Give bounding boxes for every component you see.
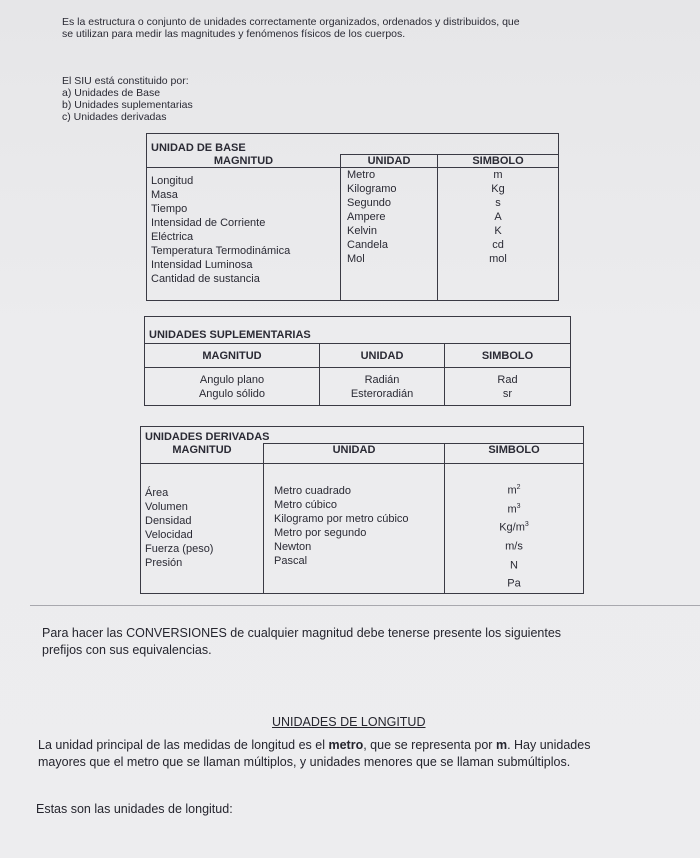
- deriv-magnitud: Presión: [145, 557, 183, 569]
- base-unidad: Ampere: [347, 211, 386, 223]
- base-units-table: [146, 133, 559, 301]
- base-simbolo: mol: [489, 253, 507, 265]
- base-magnitud: Cantidad de sustancia: [151, 273, 260, 285]
- base-simbolo: K: [494, 225, 502, 237]
- supl-simbolos-cell: [445, 368, 571, 406]
- deriv-unidades-cell: [264, 464, 445, 594]
- base-magnitud: Intensidad de Corriente: [151, 217, 266, 229]
- intro-line-2: se utilizan para medir las magnitudes y fenómenos físicos de los cuerpos.: [62, 28, 406, 40]
- conversion-line-1: Para hacer las CONVERSIONES de cualquier magnitud debe tenerse presente los siguientes: [42, 626, 562, 640]
- supl-simbolo: sr: [502, 387, 513, 400]
- base-magnitud: Temperatura Termodinámica: [151, 245, 291, 257]
- base-magnitud: Tiempo: [151, 203, 188, 215]
- supl-unidad: Esteroradián: [350, 387, 414, 400]
- base-magnitud: Eléctrica: [151, 231, 194, 243]
- supl-simbolo: Rad: [497, 373, 518, 386]
- longitud-line-2: mayores que el metro que se llaman múltiplos, y unidades menores que se llaman submúltiplos.: [38, 755, 571, 769]
- deriv-magnitud: Fuerza (peso): [145, 543, 214, 555]
- base-magnitud: Longitud: [151, 175, 194, 187]
- supl-header-magnitud: MAGNITUD: [145, 344, 320, 368]
- deriv-header-simbolo: SIMBOLO: [445, 444, 584, 464]
- base-unidad: Candela: [347, 239, 388, 251]
- longitud-paragraph: [38, 737, 698, 771]
- supl-unidad: Radián: [364, 373, 400, 386]
- base-simbolo: m: [493, 169, 503, 181]
- deriv-table-title: UNIDADES DERIVADAS: [141, 427, 584, 444]
- siu-lead: El SIU está constituido por:: [62, 75, 189, 87]
- base-simbolo: s: [495, 197, 501, 209]
- base-simbolos-cell: [438, 168, 559, 301]
- intro-line-1: Es la estructura o conjunto de unidades correctamente organizados, ordenados y distribuidos, que: [62, 16, 520, 28]
- base-magnitudes-cell: [147, 168, 341, 301]
- deriv-simbolo: $m^2$: [507, 484, 521, 497]
- deriv-unidad: Metro por segundo: [274, 527, 367, 539]
- base-simbolo: cd: [492, 239, 504, 251]
- siu-item-a: a) Unidades de Base: [62, 87, 161, 99]
- deriv-unidad: Kilogramo por metro cúbico: [274, 513, 409, 525]
- base-simbolo: A: [494, 211, 502, 223]
- deriv-magnitud: Área: [145, 487, 169, 499]
- base-unidad: Kelvin: [347, 225, 377, 237]
- siu-list: [62, 75, 193, 123]
- deriv-simbolo: $Kg/m^3$: [499, 521, 529, 534]
- base-unidad: Mol: [347, 253, 365, 265]
- deriv-simbolo: Pa: [507, 577, 521, 590]
- longitud-closing: Estas son las unidades de longitud:: [36, 802, 233, 816]
- deriv-simbolo: m/s: [505, 540, 523, 553]
- supl-magnitud: Angulo plano: [199, 373, 265, 386]
- supl-table-title: UNIDADES SUPLEMENTARIAS: [145, 317, 571, 344]
- deriv-simbolo: $m^3$: [507, 502, 521, 516]
- base-unidad: Metro: [347, 169, 376, 181]
- siu-item-c: c) Unidades derivadas: [62, 111, 167, 123]
- supl-magnitudes-cell: [145, 368, 320, 406]
- intro-paragraph: [62, 16, 642, 40]
- page-divider: [30, 605, 700, 606]
- base-unidades-cell: [341, 168, 438, 301]
- base-simbolo: Kg: [491, 183, 505, 195]
- base-table-title: UNIDAD DE BASE: [147, 134, 559, 155]
- base-header-simbolo: SIMBOLO: [438, 155, 559, 168]
- siu-item-b: b) Unidades suplementarias: [62, 99, 193, 111]
- base-magnitud: Masa: [151, 189, 178, 201]
- deriv-header-magnitud: MAGNITUD: [141, 444, 264, 464]
- base-magnitud: Intensidad Luminosa: [151, 259, 253, 271]
- base-unidad: Kilogramo: [347, 183, 397, 195]
- longitud-heading: UNIDADES DE LONGITUD: [272, 715, 426, 729]
- deriv-unidad: Newton: [274, 541, 312, 553]
- supl-header-simbolo: SIMBOLO: [445, 344, 571, 368]
- longitud-line-1: La unidad principal de las medidas de longitud es el metro, que se representa por m. Hay unidades: [38, 738, 591, 752]
- base-unidad: Segundo: [347, 197, 392, 209]
- deriv-simbolos-cell: [445, 464, 584, 594]
- base-header-magnitud: MAGNITUD: [147, 155, 341, 168]
- deriv-header-unidad: UNIDAD: [264, 444, 445, 464]
- conversion-paragraph: [42, 625, 682, 659]
- deriv-magnitudes-cell: [141, 464, 264, 594]
- deriv-unidad: Metro cuadrado: [274, 485, 352, 497]
- conversion-line-2: prefijos con sus equivalencias.: [42, 643, 212, 657]
- deriv-magnitud: Densidad: [145, 515, 192, 527]
- deriv-unidad: Pascal: [274, 555, 308, 567]
- deriv-magnitud: Velocidad: [145, 529, 193, 541]
- deriv-simbolo: N: [510, 559, 518, 572]
- supplementary-units-table: [144, 316, 571, 406]
- supl-header-unidad: UNIDAD: [320, 344, 445, 368]
- deriv-unidad: Metro cúbico: [274, 499, 337, 511]
- base-header-unidad: UNIDAD: [341, 155, 438, 168]
- supl-unidades-cell: [320, 368, 445, 406]
- derived-units-table: [140, 426, 584, 594]
- supl-magnitud: Angulo sólido: [198, 387, 266, 400]
- deriv-magnitud: Volumen: [145, 501, 188, 513]
